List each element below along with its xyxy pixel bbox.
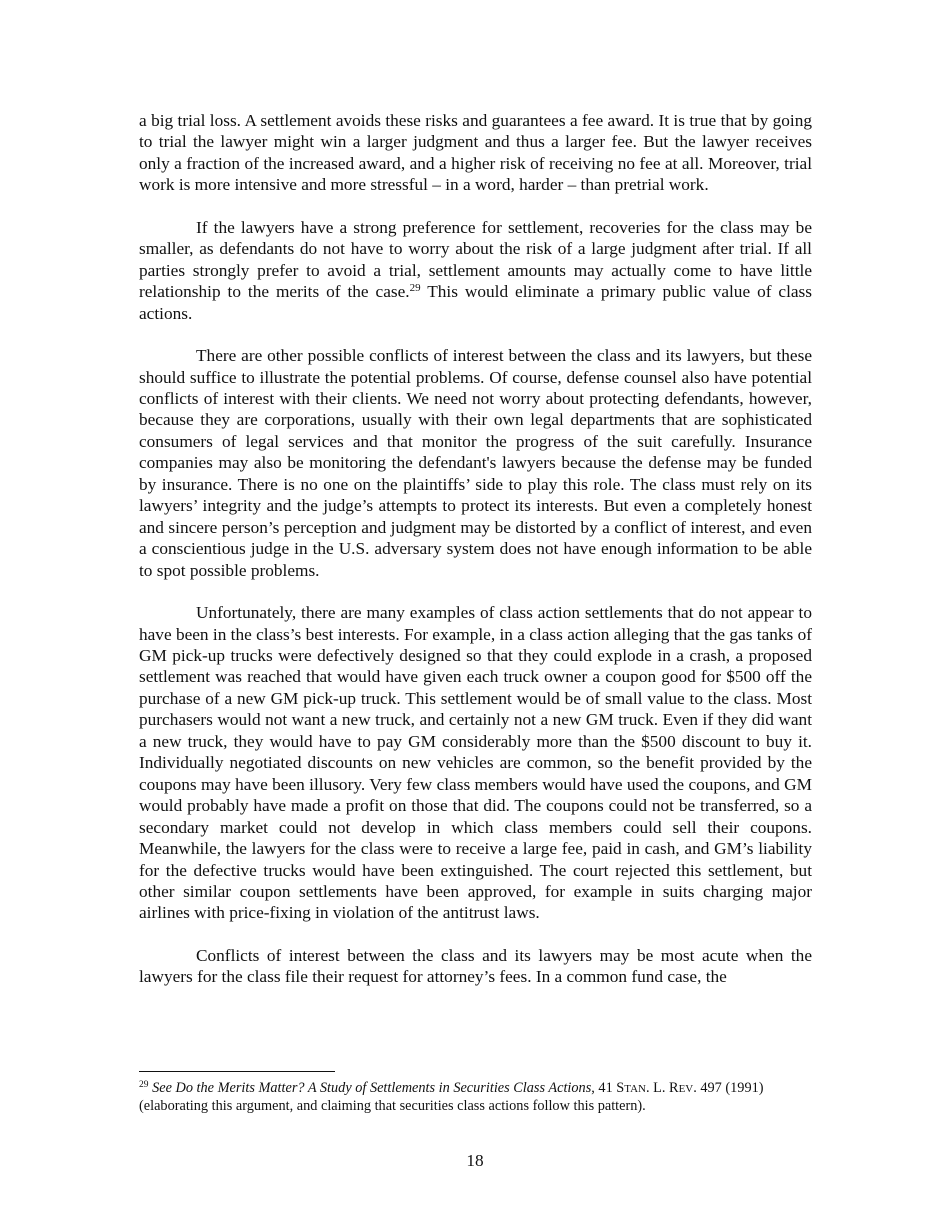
footnote-reference-29: 29 xyxy=(409,282,421,295)
footnote-citation-title: See Do the Merits Matter? A Study of Settlements in Securities Class Actions xyxy=(152,1080,592,1096)
paragraph-3: There are other possible conflicts of interest between the class and its lawyers, but these should suffice to illustrate the potential problems. Of course, defense counsel also have potential conflicts of interest with their clients. We need not worry about protecting defendants, however, because they are corporations, usually with their own legal departments that are sophisticated consumers of legal services and that monitor the progress of the suit carefully. Insurance companies may also be monitoring the defendant's lawyers because the defense may be funded by insurance. There is no one on the plaintiffs’ side to play this role. The class must rely on its lawyers’ integrity and the judge’s attempts to protect its interests. But even a completely honest and sincere person’s perception and judgment may be distorted by a conflict of interest, and even a conscientious judge in the U.S. adversary system does not have enough information to be able to spot possible problems. xyxy=(139,346,812,580)
paragraph-5: Conflicts of interest between the class and its lawyers may be most acute when the lawyers for the class file their request for attorney’s fees. In a common fund case, the xyxy=(139,945,812,987)
body-text xyxy=(139,110,812,988)
footnote-rest: . 497 (1991) (elaborating this argument, and claiming that securities class actions follow this pattern). xyxy=(139,1080,764,1114)
footnote-area xyxy=(139,1071,812,1115)
paragraph-1: a big trial loss. A settlement avoids these risks and guarantees a fee award. It is true that by going to trial the lawyer might win a larger judgment and thus a larger fee. But the lawyer receives only a fraction of the increased award, and a higher risk of receiving no fee at all. Moreover, trial work is more intensive and more stressful – in a word, harder – than pretrial work. xyxy=(139,111,812,195)
paragraph-2-text-before: If the lawyers have a strong preference for settlement, recoveries for the class may be smaller, as defendants do not have to worry about the risk of a large judgment after trial. If all parties strongly prefer to avoid a trial, settlement amounts may actually come to have little relationship to the merits of the case. xyxy=(139,217,812,302)
footnote-29: $^{29}$ See Do the Merits Matter? A Study of Settlements in Securities Class Actions, 41 STAN. L. REV. 497 (1991) (elaborating this argument, and claiming that securities class actions follow this pattern). xyxy=(139,1080,764,1114)
page-number: 18 xyxy=(466,1151,484,1170)
paragraph-4: Unfortunately, there are many examples of class action settlements that do not appear to have been in the class’s best interests. For example, in a class action alleging that the gas tanks of GM pick-up trucks were defectively designed so that they could explode in a crash, a proposed settlement was reached that would have given each truck owner a coupon good for $500 off the purchase of a new GM pick-up truck. This settlement would be of small value to the class. Most purchasers would not want a new truck, and certainly not a new GM truck. Even if they did want a new truck, they would have to pay GM considerably more than the $500 discount to buy it. Individually negotiated discounts on new vehicles are common, so the benefit provided by the coupons may have been illusory. Very few class members would have used the coupons, and GM would probably have made a profit on those that did. The coupons could not be transferred, so a secondary market could not develop in which class members could sell their coupons. Meanwhile, the lawyers for the class were to receive a large fee, paid in cash, and GM’s liability for the defective trucks would have been extinguished. The court rejected this settlement, but other similar coupon settlements have been approved, for example in suits charging major airlines with price-fixing in violation of the antitrust laws. xyxy=(139,603,812,923)
paragraph-2-text-after: This would eliminate a primary public value of class actions. xyxy=(139,282,813,323)
paragraph-2 xyxy=(139,217,812,324)
footnote-number: 29 xyxy=(139,1080,149,1090)
footnote-divider xyxy=(139,1071,335,1072)
